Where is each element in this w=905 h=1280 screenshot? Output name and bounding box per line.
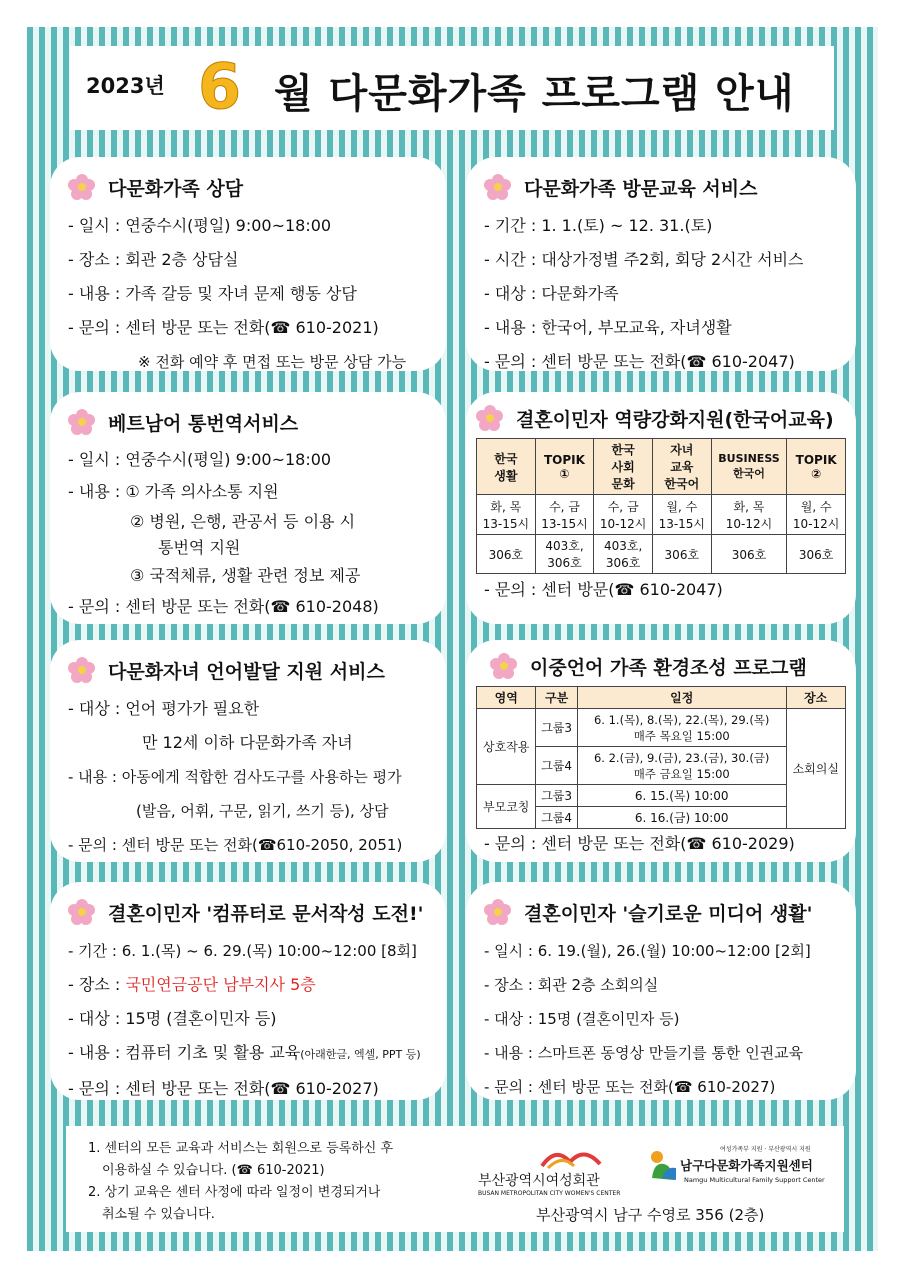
info-line [68, 1036, 428, 1072]
card-heading: 다문화가족 방문교육 서비스 [524, 177, 758, 200]
table-cell: 6. 1.(목), 8.(목), 22.(목), 29.(목) 매주 목요일 15:00 [577, 709, 786, 747]
place-value: 국민연금공단 남부지사 5층 [125, 975, 316, 994]
womens-center-logo [478, 1144, 658, 1204]
table-cell: 그룹3 [536, 709, 577, 747]
content-text: - 내용 : 컴퓨터 기초 및 활용 교육 [68, 1043, 301, 1062]
info-line: - 내용 : ① 가족 의사소통 지원 [68, 482, 279, 501]
info-line: - 일시 : 연중수시(평일) 9:00~18:00 [68, 216, 332, 235]
card-visit [466, 157, 856, 371]
card-heading: 결혼이민자 '슬기로운 미디어 생활' [524, 902, 813, 925]
info-line: - 문의 : 센터 방문 또는 전화(☎ 610-2048) [68, 597, 379, 616]
info-line: (발음, 어휘, 구문, 읽기, 쓰기 등), 상담 [136, 802, 389, 820]
info-line: - 기간 : 1. 1.(토) ~ 12. 31.(토) [484, 216, 713, 235]
info-line: - 대상 : 15명 (결혼이민자 등) [484, 1010, 680, 1028]
info-line: - 내용 : 가족 갈등 및 자녀 문제 행동 상담 [68, 284, 357, 303]
info-line: - 문의 : 센터 방문 또는 전화(☎ 610-2021) [68, 318, 379, 337]
footer-panel [66, 1126, 844, 1232]
info-line: - 장소 : 회관 2층 소회의실 [484, 976, 659, 994]
table-cell: 그룹3 [536, 785, 577, 807]
card-language [50, 640, 446, 862]
table-header: BUSINESS 한국어 [711, 439, 787, 495]
info-line: - 일시 : 6. 19.(월), 26.(월) 10:00~12:00 [2회] [484, 942, 811, 960]
table-cell: 수, 금 13-15시 [535, 495, 594, 535]
table-header: 구분 [536, 687, 577, 709]
table-cell: 수, 금 10-12시 [594, 495, 653, 535]
info-line [68, 968, 428, 1002]
note-line: ※ 전화 예약 후 면접 또는 방문 상담 가능 [138, 353, 407, 371]
table-cell: 403호, 306호 [594, 535, 653, 574]
table-header: 한국 사회 문화 [594, 439, 653, 495]
content-small: (아래한글, 엑셀, PPT 등) [300, 1048, 421, 1061]
table-cell: 6. 16.(금) 10:00 [577, 807, 786, 829]
table-header: 장소 [786, 687, 845, 709]
table-cell: 화, 목 10-12시 [711, 495, 787, 535]
title-year: 2023년 [86, 74, 165, 98]
table-header: 한국 생활 [477, 439, 536, 495]
info-line: ③ 국적체류, 생활 관련 정보 제공 [130, 566, 361, 585]
note-line: 2. 상기 교육은 센터 사정에 따라 일정이 변경되거나 [88, 1185, 381, 1200]
info-line: - 시간 : 대상가정별 주2회, 회당 2시간 서비스 [484, 250, 804, 269]
flower-icon [68, 898, 96, 926]
card-korean-education [466, 392, 856, 624]
table-cell: 부모코칭 [477, 785, 536, 829]
table-header: 자녀 교육 한국어 [652, 439, 711, 495]
table-cell: 월, 수 13-15시 [652, 495, 711, 535]
bilingual-schedule-table [476, 686, 846, 829]
info-line: - 대상 : 언어 평가가 필요한 [68, 699, 260, 718]
center-address: 부산광역시 남구 수영로 356 (2층) [536, 1206, 765, 1224]
card-heading: 베트남어 통번역서비스 [108, 412, 299, 435]
womens-center-logo-mark [538, 1144, 608, 1170]
flower-icon [68, 173, 96, 201]
info-line: - 대상 : 다문화가족 [484, 284, 619, 303]
info-line: - 내용 : 아동에게 적합한 검사도구를 사용하는 평가 [68, 768, 402, 786]
korean-schedule-table [476, 438, 846, 574]
card-bilingual [466, 640, 856, 862]
table-cell: 403호, 306호 [535, 535, 594, 574]
info-line: - 장소 : 회관 2층 상담실 [68, 250, 239, 269]
table-header: TOPIK ② [787, 439, 846, 495]
flower-icon [68, 656, 96, 684]
card-interpretation [50, 392, 446, 624]
table-header: 영역 [477, 687, 536, 709]
table-cell: 월, 수 10-12시 [787, 495, 846, 535]
support-center-logo-mark [648, 1148, 678, 1182]
table-cell: 306호 [711, 535, 787, 574]
info-line: - 문의 : 센터 방문(☎ 610-2047) [484, 580, 723, 599]
flower-icon [476, 404, 504, 432]
info-line: 통번역 지원 [158, 538, 241, 557]
info-line: 만 12세 이하 다문화가족 자녀 [142, 733, 353, 752]
table-cell: 306호 [652, 535, 711, 574]
info-line: - 문의 : 센터 방문 또는 전화(☎610-2050, 2051) [68, 836, 403, 854]
table-cell: 화, 목 13-15시 [477, 495, 536, 535]
flower-icon [484, 898, 512, 926]
title-banner [70, 46, 834, 130]
womens-center-name: 부산광역시여성회관 [478, 1173, 600, 1189]
table-cell: 306호 [787, 535, 846, 574]
info-line: - 문의 : 센터 방문 또는 전화(☎ 610-2047) [484, 352, 795, 371]
info-line: - 문의 : 센터 방문 또는 전화(☎ 610-2027) [484, 1078, 776, 1096]
card-media [466, 882, 856, 1100]
card-heading: 다문화자녀 언어발달 지원 서비스 [108, 660, 385, 683]
card-heading: 결혼이민자 '컴퓨터로 문서작성 도전!' [108, 902, 424, 925]
support-center-english: Namgu Multicultural Family Support Center [684, 1176, 825, 1184]
info-line: - 문의 : 센터 방문 또는 전화(☎ 610-2029) [484, 834, 795, 853]
support-center-logo [648, 1144, 838, 1204]
table-cell: 상호작용 [477, 709, 536, 785]
card-computer [50, 882, 446, 1100]
table-cell: 그룹4 [536, 747, 577, 785]
flower-icon [68, 408, 96, 436]
info-line: - 내용 : 한국어, 부모교육, 자녀생활 [484, 318, 732, 337]
table-cell: 6. 2.(금), 9.(금), 23.(금), 30.(금) 매주 금요일 15:00 [577, 747, 786, 785]
info-line: ② 병원, 은행, 관공서 등 이용 시 [130, 512, 356, 531]
place-label: - 장소 : [68, 975, 126, 994]
table-header: 일정 [577, 687, 786, 709]
info-line: - 문의 : 센터 방문 또는 전화(☎ 610-2027) [68, 1079, 379, 1098]
info-line: - 내용 : 스마트폰 동영상 만들기를 통한 인권교육 [484, 1044, 804, 1062]
info-line: - 기간 : 6. 1.(목) ~ 6. 29.(목) 10:00~12:00 [8회] [68, 942, 417, 960]
info-line: - 대상 : 15명 (결혼이민자 등) [68, 1009, 277, 1028]
flower-icon [484, 173, 512, 201]
card-heading: 결혼이민자 역량강화지원(한국어교육) [516, 408, 834, 431]
card-counsel [50, 157, 446, 371]
note-line: 취소될 수 있습니다. [102, 1207, 215, 1222]
note-line: 이용하실 수 있습니다. (☎ 610-2021) [102, 1163, 325, 1178]
table-cell: 306호 [477, 535, 536, 574]
footer-notes [88, 1138, 468, 1226]
title-text: 월 다문화가족 프로그램 안내 [274, 71, 795, 117]
table-header: TOPIK ① [535, 439, 594, 495]
card-heading: 다문화가족 상담 [108, 177, 244, 200]
support-center-name: 남구다문화가족지원센터 [680, 1158, 813, 1173]
womens-center-english: BUSAN METROPOLITAN CITY WOMEN'S CENTER [478, 1190, 621, 1197]
support-center-sponsor: 여성가족부 지원 · 부산광역시 지원 [720, 1146, 811, 1153]
card-heading: 이중언어 가족 환경조성 프로그램 [530, 656, 807, 679]
table-cell: 소회의실 [786, 709, 845, 829]
title-month: 6 [198, 50, 242, 123]
flower-icon [490, 652, 518, 680]
table-cell: 6. 15.(목) 10:00 [577, 785, 786, 807]
note-line: 1. 센터의 모든 교육과 서비스는 회원으로 등록하신 후 [88, 1141, 394, 1156]
info-line: - 일시 : 연중수시(평일) 9:00~18:00 [68, 450, 332, 469]
table-cell: 그룹4 [536, 807, 577, 829]
